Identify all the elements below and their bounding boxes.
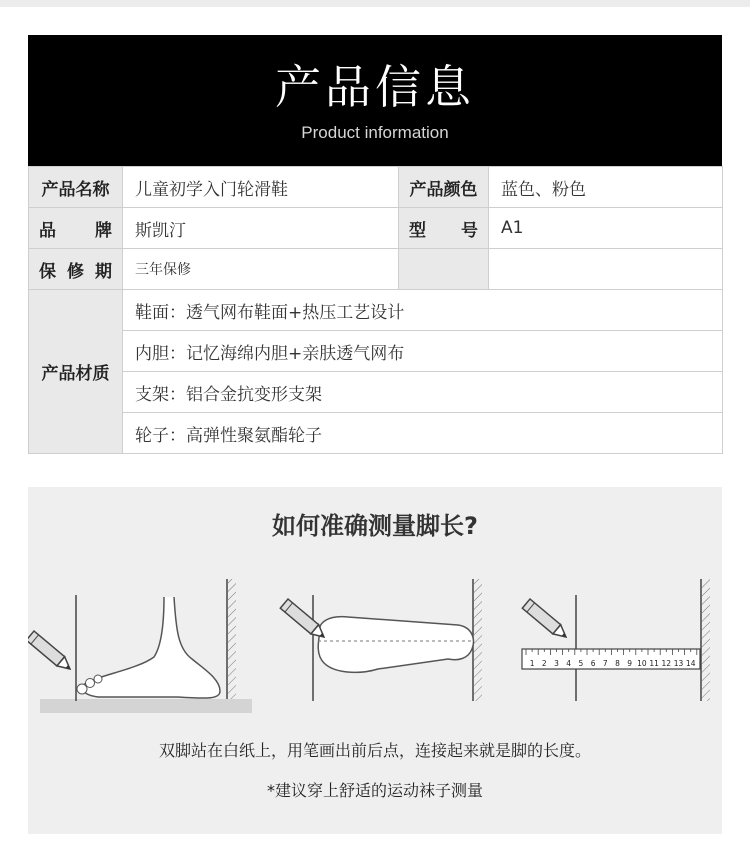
material-item: 支架：铝合金抗变形支架 <box>123 372 723 413</box>
ruler-illustration <box>498 579 718 719</box>
table-row <box>29 208 723 249</box>
ruler-number: 9 <box>627 659 633 668</box>
ruler-number: 11 <box>649 659 659 668</box>
product-info-table <box>28 166 723 454</box>
banner-subtitle: Product information <box>301 123 449 142</box>
pencil-icon <box>522 599 570 642</box>
ground-paper <box>40 699 252 713</box>
wall-hatch <box>702 579 710 701</box>
material-label: 产品材质 <box>29 290 123 454</box>
foot-measure-section <box>28 487 722 834</box>
product-color-label: 产品颜色 <box>399 167 489 208</box>
side-view-foot-illustration <box>28 579 258 719</box>
empty-label-cell <box>399 249 489 290</box>
ruler-number: 3 <box>554 659 559 668</box>
material-item: 内胆：记忆海绵内胆+亲肤透气网布 <box>123 331 723 372</box>
ruler-number: 12 <box>661 659 672 668</box>
ruler-number: 4 <box>566 659 572 668</box>
material-item: 鞋面：透气网布鞋面+热压工艺设计 <box>123 290 723 331</box>
toe <box>86 679 95 688</box>
ruler-number: 6 <box>590 659 596 668</box>
table-row <box>29 372 723 413</box>
toe <box>77 684 87 694</box>
warranty-value: 三年保修 <box>123 249 399 290</box>
ruler-number: 14 <box>685 659 696 668</box>
product-name-label: 产品名称 <box>29 167 123 208</box>
measure-note: *建议穿上舒适的运动袜子测量 <box>266 781 483 800</box>
table-row <box>29 331 723 372</box>
top-view-foot-illustration <box>258 579 493 719</box>
ruler-number: 13 <box>673 659 684 668</box>
warranty-label: 保修期 <box>29 249 123 290</box>
ruler-number: 10 <box>637 659 647 668</box>
ruler-number: 1 <box>529 659 535 668</box>
pencil-icon <box>280 599 328 642</box>
wall-hatch <box>474 579 482 701</box>
material-item: 轮子：高弹性聚氨酯轮子 <box>123 413 723 454</box>
toe <box>94 675 102 683</box>
table-row <box>29 290 723 331</box>
brand-value: 斯凯汀 <box>123 208 399 249</box>
foot-side-shape <box>82 597 220 698</box>
brand-label: 品牌 <box>29 208 123 249</box>
measure-description: 双脚站在白纸上，用笔画出前后点，连接起来就是脚的长度。 <box>158 741 591 760</box>
table-row <box>29 249 723 290</box>
model-value: A1 <box>489 208 723 249</box>
measure-title: 如何准确测量脚长? <box>272 512 478 540</box>
empty-value-cell <box>489 249 723 290</box>
product-color-value: 蓝色、粉色 <box>489 167 723 208</box>
table-row <box>29 167 723 208</box>
ruler-number: 8 <box>615 659 620 668</box>
top-strip <box>0 0 750 7</box>
model-label: 型号 <box>399 208 489 249</box>
foot-top-shape <box>318 617 473 673</box>
wall-hatch <box>228 579 236 699</box>
ruler-number: 5 <box>578 659 584 668</box>
table-row <box>29 413 723 454</box>
ruler-number: 2 <box>541 659 547 668</box>
banner-title: 产品信息 <box>275 60 475 114</box>
ruler-number: 7 <box>602 659 608 668</box>
product-info-banner <box>28 35 722 166</box>
pencil-icon <box>28 631 74 674</box>
product-name-value: 儿童初学入门轮滑鞋 <box>123 167 399 208</box>
